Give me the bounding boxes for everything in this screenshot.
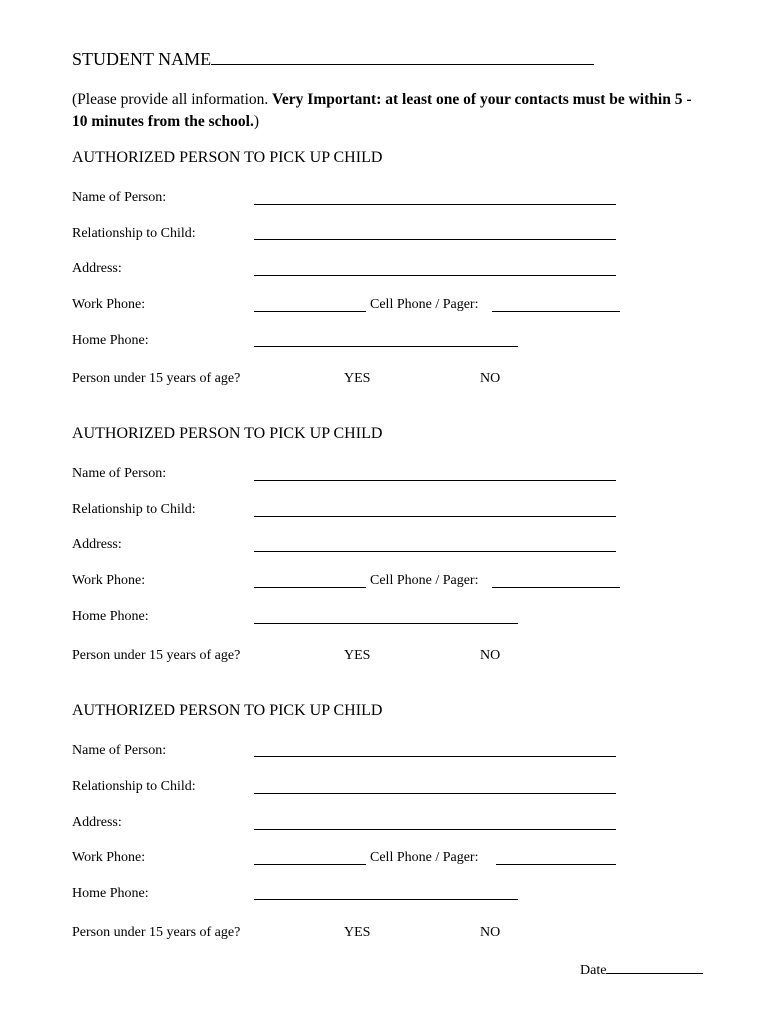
name-of-person-label: Name of Person:: [72, 743, 167, 758]
instructions-prefix: (Please provide all information.: [72, 91, 273, 108]
no-option[interactable]: NO: [480, 925, 501, 940]
yes-option[interactable]: YES: [344, 371, 371, 386]
relationship-label: Relationship to Child:: [72, 226, 196, 241]
date-field[interactable]: [606, 961, 703, 974]
age-question: Person under 15 years of age?: [72, 648, 241, 663]
age-question: Person under 15 years of age?: [72, 925, 241, 940]
instructions-suffix: ): [253, 113, 260, 130]
relationship-label: Relationship to Child:: [72, 502, 196, 517]
address-label: Address:: [72, 537, 122, 552]
student-name-field[interactable]: [211, 48, 594, 65]
name-of-person-field[interactable]: [254, 756, 616, 757]
home-phone-field[interactable]: [254, 346, 518, 347]
date-label: Date: [580, 963, 607, 978]
no-option[interactable]: NO: [480, 648, 501, 663]
address-field[interactable]: [254, 275, 616, 276]
home-phone-field[interactable]: [254, 899, 518, 900]
home-phone-label: Home Phone:: [72, 333, 149, 348]
address-field[interactable]: [254, 829, 616, 830]
address-label: Address:: [72, 261, 122, 276]
relationship-field[interactable]: [254, 239, 616, 240]
cell-phone-field[interactable]: [492, 311, 620, 312]
name-of-person-field[interactable]: [254, 480, 616, 481]
name-of-person-label: Name of Person:: [72, 466, 167, 481]
no-option[interactable]: NO: [480, 371, 501, 386]
home-phone-label: Home Phone:: [72, 886, 149, 901]
cell-phone-label: Cell Phone / Pager:: [370, 297, 479, 312]
name-of-person-label: Name of Person:: [72, 190, 167, 205]
home-phone-field[interactable]: [254, 623, 518, 624]
work-phone-label: Work Phone:: [72, 850, 146, 865]
address-field[interactable]: [254, 551, 616, 552]
name-of-person-field[interactable]: [254, 204, 616, 205]
cell-phone-field[interactable]: [496, 864, 616, 865]
work-phone-label: Work Phone:: [72, 297, 146, 312]
section-heading: AUTHORIZED PERSON TO PICK UP CHILD: [72, 149, 383, 166]
date-row: [580, 961, 703, 979]
address-label: Address:: [72, 815, 122, 830]
work-phone-field[interactable]: [254, 311, 366, 312]
instructions-important: Very Important: at least one of your contacts must be within 5 - 10 minutes from the school.: [72, 91, 692, 130]
relationship-field[interactable]: [254, 516, 616, 517]
work-phone-field[interactable]: [254, 864, 366, 865]
yes-option[interactable]: YES: [344, 925, 371, 940]
instructions-note: [72, 89, 692, 133]
cell-phone-field[interactable]: [492, 587, 620, 588]
cell-phone-label: Cell Phone / Pager:: [370, 850, 479, 865]
home-phone-label: Home Phone:: [72, 609, 149, 624]
student-name-label: STUDENT NAME: [72, 49, 212, 69]
work-phone-label: Work Phone:: [72, 573, 146, 588]
yes-option[interactable]: YES: [344, 648, 371, 663]
cell-phone-label: Cell Phone / Pager:: [370, 573, 479, 588]
section-heading: AUTHORIZED PERSON TO PICK UP CHILD: [72, 702, 383, 719]
relationship-field[interactable]: [254, 793, 616, 794]
student-name-row: [72, 48, 594, 70]
relationship-label: Relationship to Child:: [72, 779, 196, 794]
work-phone-field[interactable]: [254, 587, 366, 588]
age-question: Person under 15 years of age?: [72, 371, 241, 386]
section-heading: AUTHORIZED PERSON TO PICK UP CHILD: [72, 425, 383, 442]
